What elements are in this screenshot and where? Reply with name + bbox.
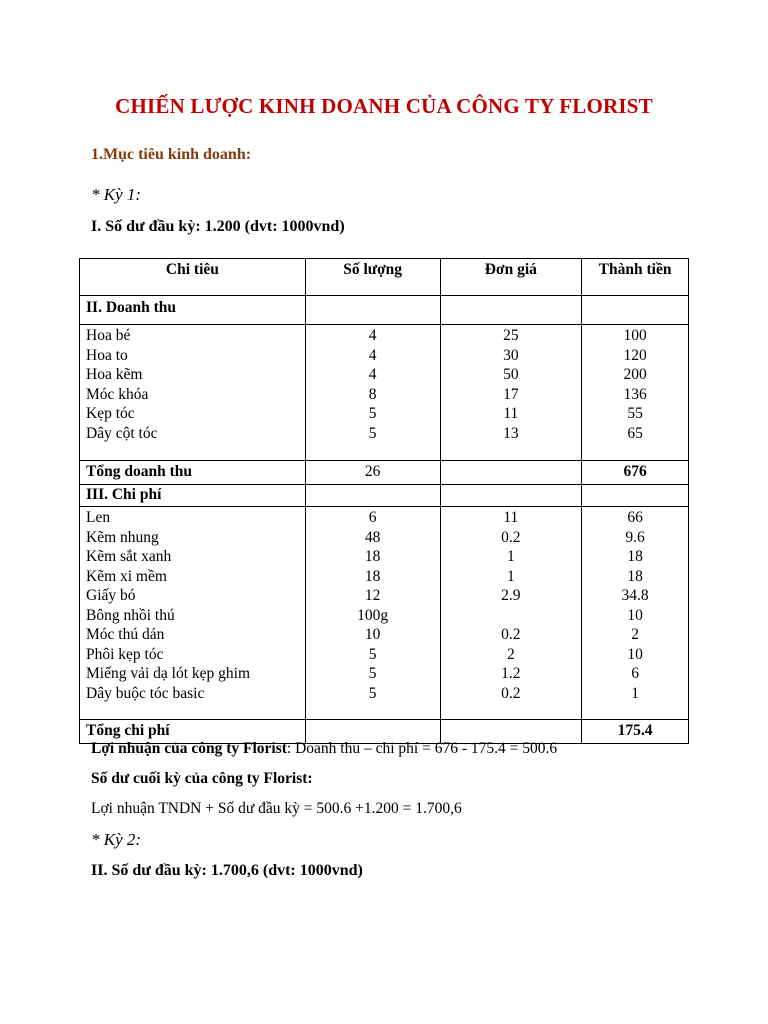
revenue-section-row <box>80 296 689 325</box>
revenue-total-quantity: 26 <box>305 461 440 485</box>
header-amount: Thành tiền <box>582 259 689 296</box>
revenue-item-name: Kẹp tóc <box>86 405 135 422</box>
cost-item-amount: 34.8 <box>621 587 649 604</box>
cost-item-price: 1 <box>506 548 515 565</box>
cost-item-qty: 5 <box>368 665 377 682</box>
closing-balance-formula: Lợi nhuận TNDN + Số dư đầu kỳ = 500.6 +1.200 = 1.700,6 <box>91 800 462 817</box>
cost-item-price: 1 <box>506 567 515 585</box>
revenue-item-qty: 5 <box>368 424 377 442</box>
revenue-item-name: Hoa kẽm <box>86 366 143 383</box>
revenue-item-qty: 5 <box>368 405 377 422</box>
cost-item-name: Móc thú dán <box>86 626 165 643</box>
revenue-item-qty: 4 <box>368 327 377 344</box>
cost-item-name: Len <box>86 509 111 526</box>
document-title: CHIẾN LƯỢC KINH DOANH CỦA CÔNG TY FLORIST <box>115 94 653 118</box>
cost-item-qty: 18 <box>364 567 381 585</box>
revenue-item-qty: 4 <box>368 346 377 364</box>
cost-item-name: Kẽm nhung <box>86 528 159 546</box>
revenue-item-amount: 55 <box>627 405 643 422</box>
cost-item-name: Dây buộc tóc basic <box>86 684 205 702</box>
revenue-item-price: 50 <box>503 366 519 383</box>
revenue-item-name: Móc khóa <box>86 385 149 403</box>
profit-formula: : Doanh thu – chi phí = 676 - 175.4 = 500.6 <box>286 740 558 757</box>
cost-item-name: Phôi kẹp tóc <box>86 645 164 663</box>
profit-line <box>91 740 557 758</box>
cost-item-amount: 6 <box>631 665 639 682</box>
cost-item-price <box>447 606 576 626</box>
revenue-item-price: 13 <box>503 424 519 442</box>
revenue-item-qty: 8 <box>368 385 377 403</box>
cost-item-price: 0.2 <box>501 528 521 546</box>
header-item: Chi tiêu <box>80 259 306 296</box>
period-1-label: * Kỳ 1: <box>91 185 142 204</box>
cost-item-amount: 1 <box>631 684 639 702</box>
cost-item-qty: 48 <box>364 528 381 546</box>
table-header-row <box>80 259 689 296</box>
cost-section-label: III. Chi phí <box>80 485 306 507</box>
cost-item-price: 0.2 <box>501 684 521 702</box>
revenue-item-name: Dây cột tóc <box>86 424 158 442</box>
cost-item-name: Giấy bó <box>86 587 136 604</box>
cost-item-amounts <box>582 507 689 720</box>
revenue-item-price: 17 <box>503 385 519 403</box>
cost-item-qty: 12 <box>364 587 381 604</box>
revenue-item-amount: 100 <box>623 327 647 344</box>
cost-item-names <box>80 507 306 720</box>
cost-item-amount: 10 <box>627 645 643 663</box>
cost-item-qty: 6 <box>368 509 377 526</box>
revenue-item-amount: 120 <box>623 346 647 364</box>
revenue-section-label: II. Doanh thu <box>80 296 306 325</box>
cost-item-name: Kẽm xi mềm <box>86 567 167 585</box>
revenue-item-qty: 4 <box>368 366 377 383</box>
profit-label: Lợi nhuận của công ty Florist <box>91 740 287 757</box>
closing-balance-label: Số dư cuối kỳ của công ty Florist: <box>91 770 313 787</box>
revenue-item-price: 11 <box>503 405 519 422</box>
cost-item-price: 2.9 <box>501 587 521 604</box>
cost-item-qty: 5 <box>368 645 377 663</box>
period-2-opening-balance: II. Số dư đầu kỳ: 1.700,6 (dvt: 1000vnd) <box>91 862 363 879</box>
cost-item-amount: 18 <box>627 548 643 565</box>
cost-item-price: 0.2 <box>501 626 521 643</box>
revenue-item-price: 30 <box>503 346 519 364</box>
cost-item-prices <box>440 507 582 720</box>
cost-item-name: Miếng vải dạ lót kẹp ghim <box>86 665 251 682</box>
cost-item-qty: 10 <box>364 626 381 643</box>
cost-total-label: Tổng chi phí <box>80 720 306 744</box>
revenue-item-prices <box>440 325 582 461</box>
cost-item-amount: 9.6 <box>625 528 645 546</box>
header-quantity: Số lượng <box>305 259 440 296</box>
cost-item-price: 11 <box>503 509 519 526</box>
cost-item-qty: 18 <box>364 548 381 565</box>
cost-item-amount: 66 <box>627 509 643 526</box>
cost-items-row <box>80 507 689 720</box>
header-unit-price: Đơn giá <box>440 259 582 296</box>
section-heading: 1.Mục tiêu kinh doanh: <box>91 146 252 163</box>
cost-item-qty: 5 <box>368 684 377 702</box>
revenue-total-row <box>80 461 689 485</box>
cost-item-amount: 18 <box>627 567 643 585</box>
cost-item-qty: 100g <box>357 606 389 624</box>
cost-item-price: 1.2 <box>501 665 521 682</box>
cost-section-row <box>80 485 689 507</box>
cost-item-price: 2 <box>506 645 515 663</box>
revenue-item-quantities <box>305 325 440 461</box>
revenue-item-name: Hoa bé <box>86 327 131 344</box>
period-1-opening-balance: I. Số dư đầu kỳ: 1.200 (dvt: 1000vnd) <box>91 218 345 235</box>
revenue-item-amounts <box>582 325 689 461</box>
revenue-item-amount: 65 <box>627 424 643 442</box>
revenue-item-price: 25 <box>503 327 519 344</box>
revenue-total-amount: 676 <box>582 461 689 485</box>
cost-item-quantities <box>305 507 440 720</box>
revenue-total-label: Tổng doanh thu <box>80 461 306 485</box>
revenue-item-amount: 136 <box>623 385 647 403</box>
cost-item-amount: 10 <box>627 606 643 624</box>
period-2-label: * Kỳ 2: <box>91 830 142 849</box>
business-table <box>79 258 689 744</box>
revenue-item-name: Hoa to <box>86 346 128 364</box>
cost-item-amount: 2 <box>631 626 639 643</box>
revenue-items-row <box>80 325 689 461</box>
revenue-item-amount: 200 <box>623 366 647 383</box>
cost-item-name: Bông nhồi thú <box>86 606 175 624</box>
revenue-item-names <box>80 325 306 461</box>
cost-total-amount: 175.4 <box>582 720 689 744</box>
cost-item-name: Kẽm sắt xanh <box>86 548 172 565</box>
